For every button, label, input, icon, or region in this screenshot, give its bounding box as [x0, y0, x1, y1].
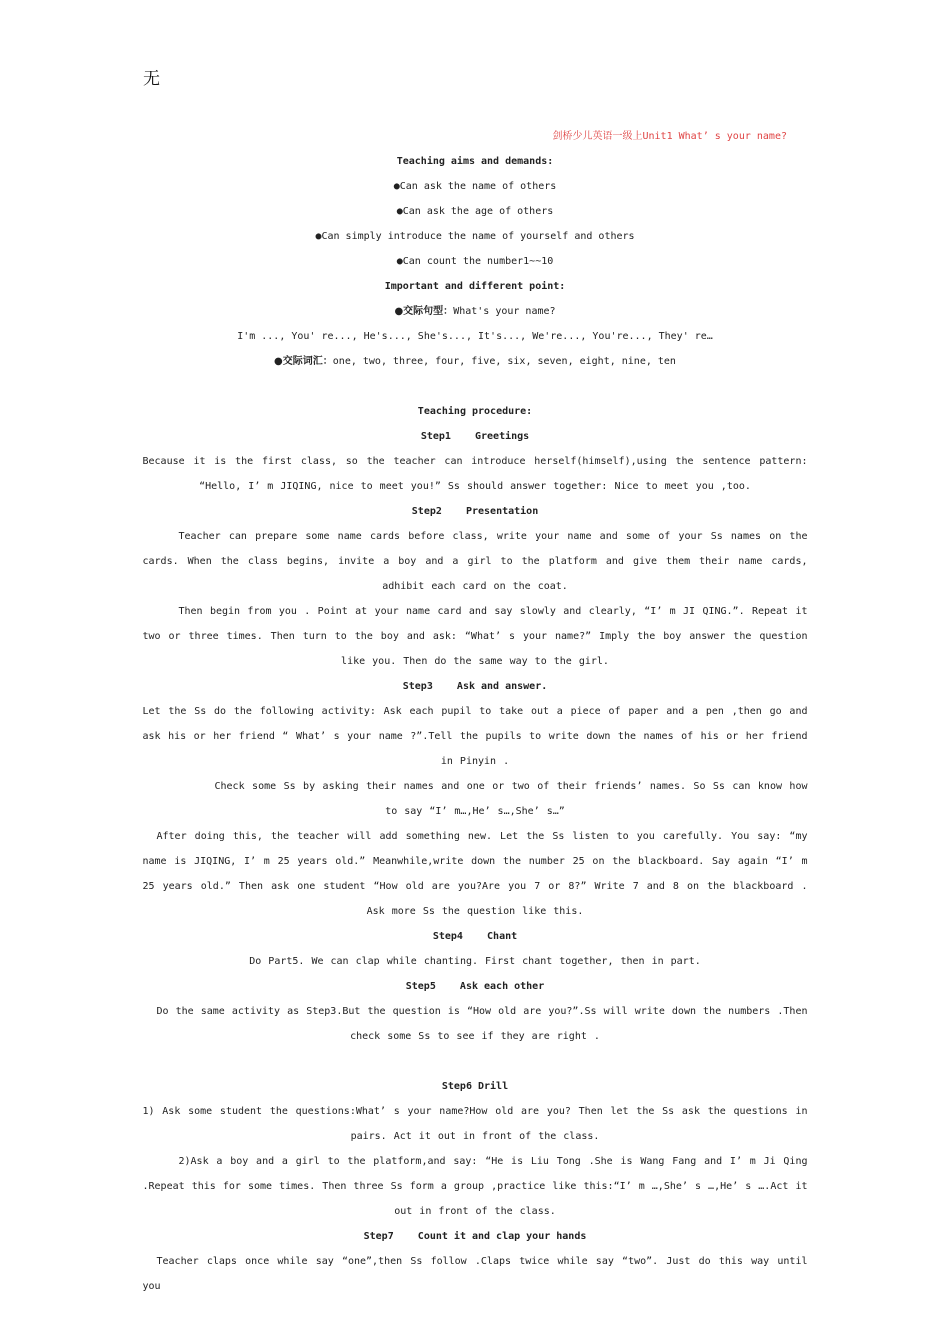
sentence-patterns-list: I'm ..., You' re..., He's..., She's..., It's..., We're..., You're..., They' re… [237, 331, 713, 342]
step3-paragraph-3: After doing this, the teacher will add something new. Let the Ss listen to you carefully. You say: “my name is JIQING, I’ m 25 years old.” Meanwhile,write down the number 25 on the blackboard. Say again “I’ m 25 years old.” Then ask one student “How old are you?Are you 7 or 8?” Write 7 and 8 on the blackboard . Ask more Ss the question like this. [142, 831, 808, 917]
step3-heading: Step3 Ask and answer. [402, 681, 548, 692]
step3-paragraph-1: Let the Ss do the following activity: Ask each pupil to take out a piece of paper and a pen ,then go and ask his or her friend “ What’ s your name ?”.Tell the pupils to write down the names of his or her friend in Pinyin . [142, 706, 808, 767]
aim-item: ●Can ask the name of others [393, 181, 557, 192]
vocabulary-text: one, two, three, four, five, six, seven, eight, nine, ten [332, 356, 676, 367]
step2-paragraph-2: Then begin from you . Point at your name card and say slowly and clearly, “I’ m JI QING.”. Repeat it two or three times. Then turn to the boy and ask: “What’ s your name?” Imply the boy answer the question like you. Then do the same way to the girl. [142, 606, 808, 667]
aim-item: ●Can ask the age of others [396, 206, 554, 217]
step5-heading: Step5 Ask each other [405, 981, 545, 992]
step2-heading: Step2 Presentation [411, 506, 539, 517]
step3-paragraph-2: Check some Ss by asking their names and one or two of their friends’ names. So Ss can know how to say “I’ m…,He’ s…,She’ s…” [214, 781, 808, 817]
step6-paragraph-1: 1) Ask some student the questions:What’ s your name?How old are you? Then let the Ss ask the questions in pairs. Act it out in front of the class. [142, 1106, 808, 1142]
vocabulary-label: ●交际词汇： [274, 356, 333, 367]
step7-heading: Step7 Count it and clap your hands [363, 1231, 587, 1242]
sentence-patterns-label: ●交际句型： [394, 306, 454, 317]
step1-heading: Step1 Greetings [420, 431, 530, 442]
step5-paragraph: Do the same activity as Step3.But the question is “How old are you?”.Ss will write down the numbers .Then check some Ss to see if they are right . [156, 1006, 808, 1042]
points-heading: Important and different point: [384, 281, 566, 292]
step1-paragraph: Because it is the first class, so the teacher can introduce herself(himself),using the sentence pattern: “Hello, I’ m JIQING, nice to meet you!” Ss should answer together: Nice to meet you ,too. [142, 456, 808, 492]
step2-paragraph-1: Teacher can prepare some name cards before class, write your name and some of your Ss names on the cards. When the class begins, invite a boy and a girl to the platform and give them their name cards, adhibit each card on the coat. [142, 531, 808, 592]
corner-mark: 无 [143, 69, 160, 89]
step4-heading: Step4 Chant [432, 931, 518, 942]
step6-heading: Step6 Drill [441, 1081, 509, 1092]
document-body [0, 124, 950, 1299]
aim-item: ●Can count the number1~~10 [396, 256, 554, 267]
sentence-patterns [0, 299, 950, 324]
step4-paragraph: Do Part5. We can clap while chanting. First chant together, then in part. [249, 956, 701, 967]
procedure-heading: Teaching procedure: [417, 406, 533, 417]
vocabulary [0, 349, 950, 374]
step6-paragraph-2: 2)Ask a boy and a girl to the platform,and say: “He is Liu Tong .She is Wang Fang and I’ m Ji Qing .Repeat this for some times. Then three Ss form a group ,practice like this:“I’ m …,She’ s …,He’ s ….Act it out in front of the class. [142, 1156, 808, 1217]
step7-paragraph: Teacher claps once while say “one”,then Ss follow .Claps twice while say “two”. Just do this way until you [142, 1256, 808, 1292]
sentence-patterns-text: What's your name? [453, 306, 556, 317]
aims-heading: Teaching aims and demands: [396, 156, 554, 167]
aim-item: ●Can simply introduce the name of yourself and others [315, 231, 635, 242]
document-title: 剑桥少儿英语一级上Unit1 What’ s your name? [552, 131, 787, 142]
